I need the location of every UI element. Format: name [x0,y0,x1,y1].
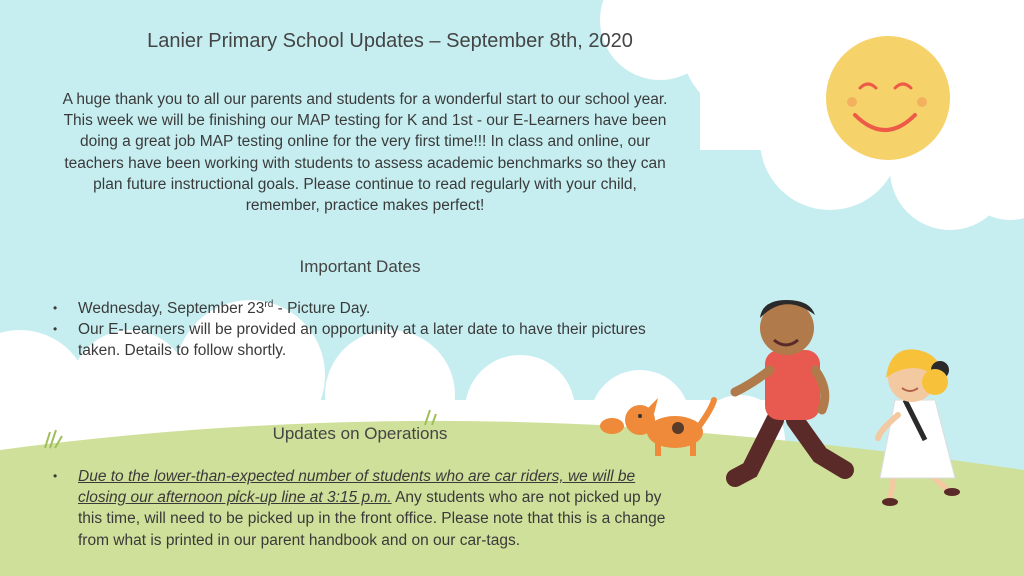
important-dates-heading: Important Dates [299,257,421,276]
date-item-text: Wednesday, September 23 [78,300,265,317]
important-dates-list [50,298,675,362]
date-item-detail: - Picture Day. [273,300,371,317]
pickup-change-details: Any students who are not picked up by this time, will need to be picked up in the front office. Please note that this is a change from what is printed in our parent handbook and on our car-tags. [78,489,666,549]
elearner-picture-note: Our E-Learners will be provided an opportunity at a later date to have their pictures taken. Details to follow shortly. [78,321,646,360]
list-item [50,466,675,551]
intro-paragraph: A huge thank you to all our parents and students for a wonderful start to our school year. This week we will be finishing our MAP testing for K and 1st - our E-Learners have been doing a great job MAP testing online for the very first time!!! In class and online, our teachers have been working with students to assess academic benchmarks so they can plan future instructional goals. Please continue to read regularly with your child, remember, practice makes perfect! [62,91,668,215]
bullet-icon: • [53,469,58,483]
date-item-suffix: rd [264,298,274,310]
bullet-icon: • [53,322,58,337]
pickup-change-emphasis: Due to the lower-than-expected number of students who are car riders, we will be closing our afternoon pick-up line at 3:15 p.m. [78,468,636,507]
operations-list [50,466,675,551]
page-title: Lanier Primary School Updates – September 8th, 2020 [147,30,633,52]
operations-heading: Updates on Operations [272,424,448,443]
list-item [50,319,675,361]
list-item [50,298,675,319]
bullet-icon: • [53,301,58,315]
